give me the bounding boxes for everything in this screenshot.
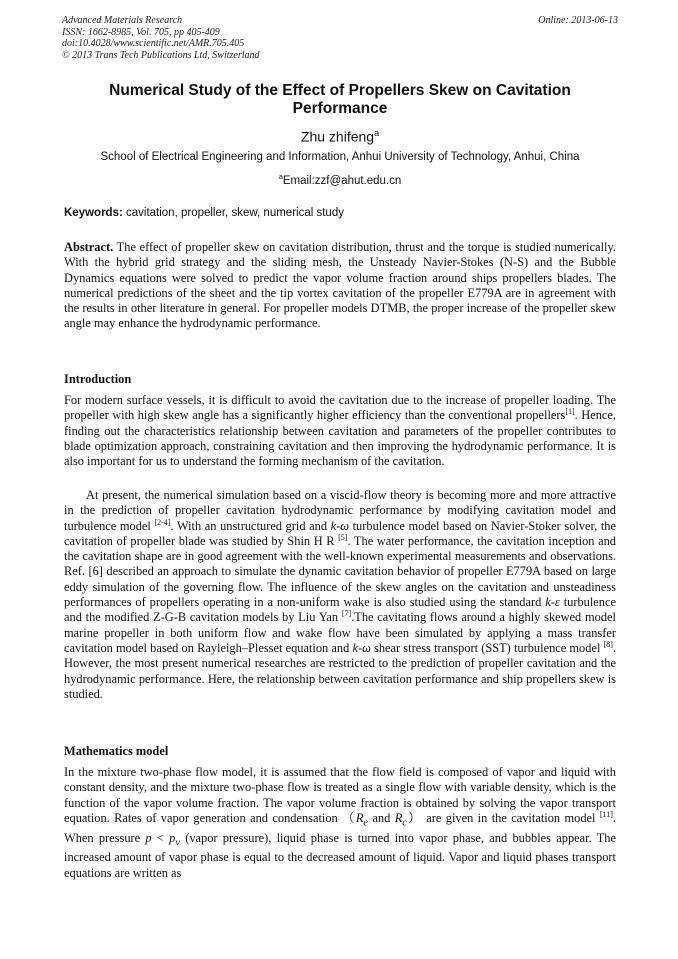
keywords-text: cavitation, propeller, skew, numerical study	[122, 207, 344, 219]
mathematics-heading: Mathematics model	[64, 744, 169, 758]
introduction-paragraph-1	[64, 393, 616, 469]
citation: [1]	[565, 407, 575, 417]
introduction-paragraph-2	[64, 488, 616, 702]
intro-text: . With an unstructured grid and	[170, 518, 331, 533]
intro-text: shear stress transport (SST) turbulence model	[370, 640, 604, 655]
online-date: Online: 2013-06-13	[538, 15, 618, 26]
citation: [5]	[338, 532, 348, 542]
citation: [2-4]	[154, 517, 171, 527]
intro-text: turbulence and the modified Z-G-B cavitation models by Liu Yan	[64, 595, 617, 625]
citation: [8]	[603, 639, 613, 649]
math-text: and	[368, 810, 395, 825]
email-text: Email:zzf@ahut.edu.cn	[282, 174, 402, 187]
abstract-label: Abstract.	[64, 240, 114, 254]
symbol: R	[394, 810, 403, 825]
math-text: (vapor pressure), liquid phase is turned into vapor phase, and bubbles appear. The increased amount of vapor phase is equal to the decreased amount of liquid. Vapor and liquid phases transport equations are written as	[64, 830, 616, 880]
copyright: © 2013 Trans Tech Publications Ltd, Switzerland	[62, 49, 260, 61]
intro-text: . Hence, finding out the characteristics relationship between cavitation and parameters of the propeller contributes to blade optimization approach, constraining cavitation and then improving the hydrodynamic performance. It is also important for us to understand the forming mechanism of the cavitation.	[64, 408, 616, 469]
doi: doi:10.4028/www.scientific.net/AMR.705.405	[62, 38, 245, 49]
introduction-heading: Introduction	[64, 372, 132, 386]
subscript-text: e	[363, 817, 368, 829]
email	[62, 170, 618, 188]
citation: [7]	[341, 609, 352, 619]
model-name: k-ε	[545, 595, 560, 610]
journal-header	[62, 15, 618, 61]
symbol: p	[169, 830, 176, 845]
intro-text: At present, the numerical simulation based on a viscid-flow theory is becoming more and more attractive in the prediction of propeller cavitation hydrodynamic performance by modifying cavitation model and turbulence model	[64, 488, 616, 533]
subscript-text: v	[175, 837, 180, 849]
journal-name: Advanced Materials Research	[62, 15, 183, 26]
abstract-text: The effect of propeller skew on cavitation distribution, thrust and the torque is studied numerically. With the hybrid grid strategy and the sliding mesh, the Unsteady Navier-Stokes (N-S) and the Bubble Dynamics equations were solved to predict the vapor volume fraction around ships propellers blades. The numerical predictions of the sheet and the tip vortex cavitation of the propeller E779A are in agreement with the results in other literature in general. For propeller models DTMB, the proper increase of the propeller skew angle may enhance the hydrodynamic performance.	[64, 240, 616, 331]
intro-text: . The water performance, the cavitation inception and the cavitation shape are in good agreement with the well-known experimental measurements and observations. Ref. [6] described an approach to simulate the dynamic cavitation behavior of propeller E779A based on large eddy simulation of the governing flow. The influence of the skew angles on the cavitation and unsteadiness performances of propellers operating in a non-uniform wake is also studied using the standard	[64, 533, 616, 610]
model-name: k-ω	[352, 640, 371, 655]
intro-text: For modern surface vessels, it is difficult to avoid the cavitation due to the increase of propeller loading. The propeller with high skew angle has a significantly higher efficiency than the conventional propellers	[64, 393, 616, 423]
author	[62, 125, 618, 145]
issn: ISSN: 1662-8985, Vol. 705, pp 405-409	[62, 26, 220, 38]
author-sup: a	[374, 128, 380, 138]
intro-text: turbulence model based on Navier-Stoker solver, the cavitation of propeller blade was studied by Shin H R	[64, 518, 616, 548]
model-name: k-ω	[330, 518, 350, 533]
email-sup: a	[278, 172, 283, 181]
abstract	[64, 240, 616, 332]
intro-text: .The cavitating flows around a highly skewed model marine propeller in both uniform flow and wake flow have been simulated by applying a mass transfer cavitation model based on Rayleigh–Plesset equation and	[64, 610, 616, 655]
symbol: R	[355, 810, 364, 825]
math-text: <	[151, 830, 170, 845]
symbol: p	[145, 830, 152, 845]
mathematics-paragraph	[64, 765, 616, 881]
affiliation: School of Electrical Engineering and Information, Anhui University of Technology, Anhui, China	[100, 151, 580, 163]
math-text: In the mixture two-phase flow model, it is assumed that the flow field is composed of vapor and liquid with constant density, and the mixture two-phase flow is treated as a single flow with variable density, which is the function of the vapor volume fraction. The vapor volume fraction is obtained by solving the vapor transport equation. Rates of vapor generation and condensation （	[64, 765, 616, 825]
intro-text: . However, the most present numerical researches are restricted to the prediction of propeller cavitation and the hydrodynamic performance. Here, the relationship between cavitation performance and ship propellers skew is studied.	[64, 640, 616, 701]
citation: [11]	[599, 809, 613, 819]
math-text: . When pressure	[64, 810, 616, 845]
keywords-label: Keywords:	[64, 207, 123, 219]
subscript-text: c	[402, 817, 407, 829]
math-text: ） are given in the cavitation model	[406, 810, 600, 825]
author-name: Zhu zhifeng	[300, 128, 375, 145]
paper-title: Numerical Study of the Effect of Propellers Skew on Cavitation Performance	[109, 82, 571, 117]
keywords	[64, 206, 616, 220]
